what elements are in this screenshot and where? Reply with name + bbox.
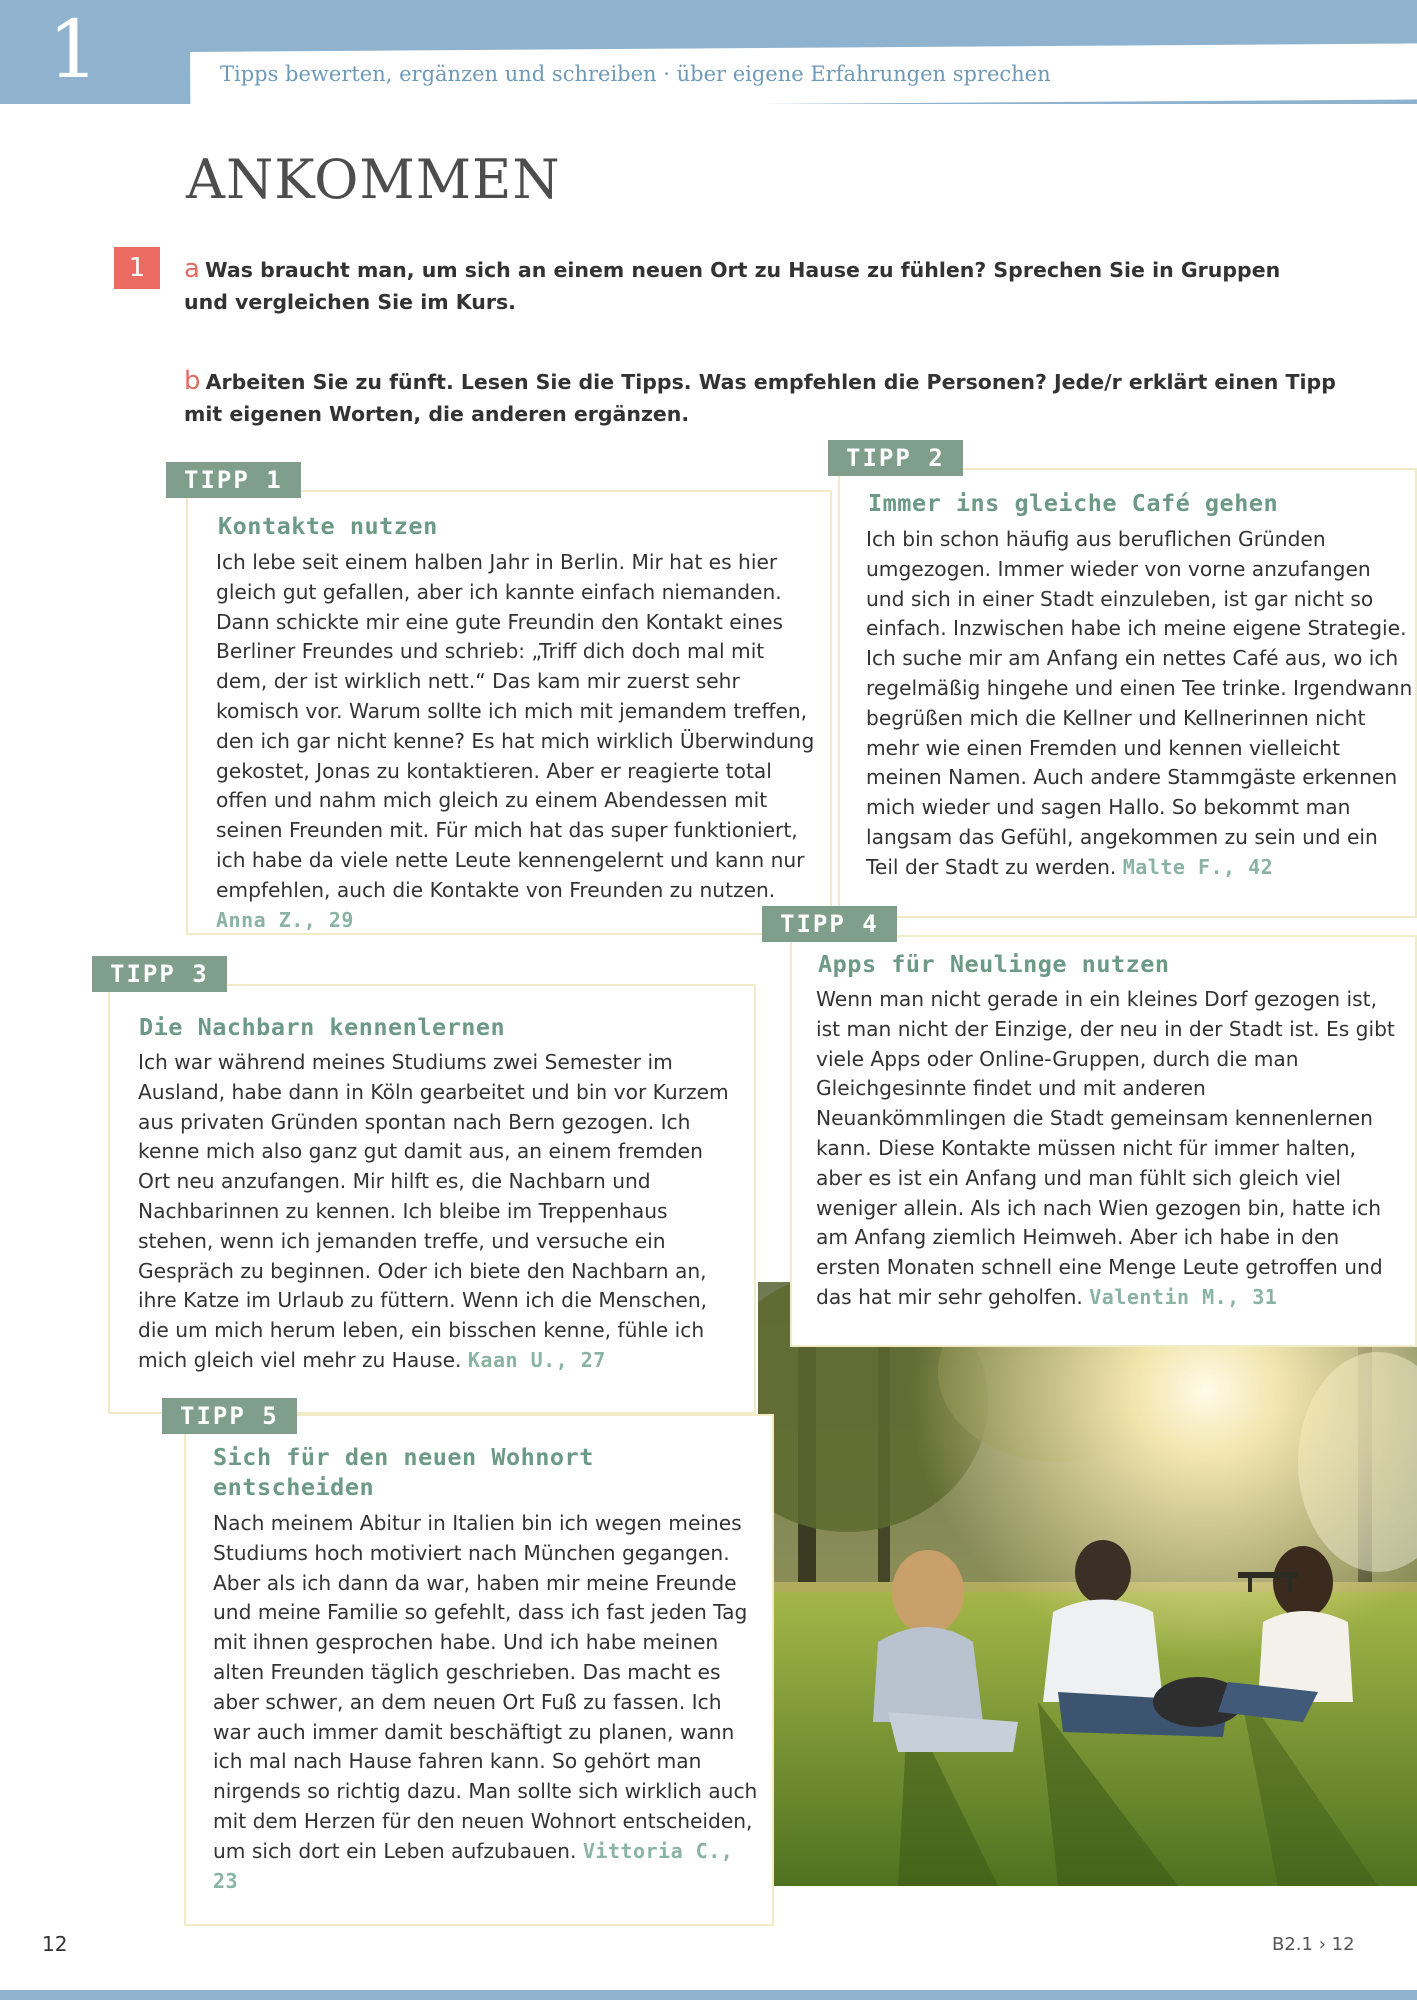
tip-text-4: Wenn man nicht gerade in ein kleines Dorf gezogen ist, ist man nicht der Einzige, der neu in der Stadt ist. Es gibt viele Apps oder Online-Gruppen, durch die man Gleichgesinnte findet und mit anderen Neuankömmlingen die Stadt gemeinsam kennenlernen kann. Diese Kontakte müssen nicht für immer halten, aber es ist ein Anfang und man fühlt sich gleich viel weniger allein. Als ich nach Wien gezogen bin, hatte ich am Anfang ziemlich Heimweh. Aber ich habe in den ersten Monaten schnell eine Menge Leute getroffen und das hat mir sehr geholfen. bbox=[816, 987, 1395, 1309]
tip-tag-2: TIPP 2 bbox=[828, 440, 963, 476]
task-number-badge: 1 bbox=[114, 247, 160, 289]
level-reference: B2.1 › 12 bbox=[1272, 1934, 1355, 1955]
page-title: ANKOMMEN bbox=[186, 148, 561, 211]
tip-body-5 bbox=[213, 1509, 761, 1896]
tip-author-5: Vittoria C., 23 bbox=[213, 1838, 734, 1893]
tip-body-1 bbox=[216, 548, 816, 935]
tip-body-4 bbox=[816, 985, 1396, 1313]
tip-heading-2: Immer ins gleiche Café gehen bbox=[868, 489, 1279, 517]
tip-text-3: Ich war während meines Studiums zwei Semester im Ausland, habe dann in Köln gearbeitet und bin vor Kurzem aus privaten Gründen spontan nach Bern gezogen. Ich kenne mich also ganz gut damit aus, an einem fremden Ort neu anzufangen. Mir hilft es, die Nachbarn und Nachbarinnen zu kennen. Ich bleibe im Treppenhaus stehen, wenn ich jemanden treffe, und versuche ein Gespräch zu beginnen. Oder ich biete den Nachbarn an, ihre Katze im Urlaub zu füttern. Wenn ich die Menschen, die um mich herum leben, ein bisschen kenne, fühle ich mich gleich viel mehr zu Hause. bbox=[138, 1050, 729, 1372]
tip-tag-5: TIPP 5 bbox=[162, 1398, 297, 1434]
tip-body-3 bbox=[138, 1048, 738, 1376]
task-a-letter: a bbox=[184, 254, 200, 284]
tip-author-3: Kaan U., 27 bbox=[467, 1347, 606, 1372]
task-a-text: Was braucht man, um sich an einem neuen Ort zu Hause zu fühlen? Sprechen Sie in Gruppen und vergleichen Sie im Kurs. bbox=[184, 258, 1281, 314]
tip-text-5: Nach meinem Abitur in Italien bin ich wegen meines Studiums hoch motiviert nach München gegangen. Aber als ich dann da war, haben mir meine Freunde und meine Familie so gefehlt, dass ich fast jeden Tag mit ihnen gesprochen habe. Und ich habe meinen alten Freunden täglich geschrieben. Das macht es aber schwer, an dem neuen Ort Fuß zu fassen. Ich war auch immer damit beschäftigt zu planen, wann ich mal nach Hause fahren kann. So gehört man nirgends so richtig dazu. Man sollte sich wirklich auch mit dem Herzen für den neuen Wohnort entscheiden, um sich dort ein Leben aufzubauen. bbox=[213, 1511, 758, 1863]
tip-heading-1: Kontakte nutzen bbox=[218, 512, 438, 540]
tip-tag-4: TIPP 4 bbox=[762, 906, 897, 942]
tip-heading-3: Die Nachbarn kennenlernen bbox=[139, 1013, 506, 1041]
tip-author-1: Anna Z., 29 bbox=[216, 907, 354, 932]
tip-tag-1: TIPP 1 bbox=[166, 462, 301, 498]
tip-author-2: Malte F., 42 bbox=[1122, 854, 1274, 879]
tip-text-1: Ich lebe seit einem halben Jahr in Berlin. Mir hat es hier gleich gut gefallen, aber ich kannte einfach niemanden. Dann schickte mir eine gute Freundin den Kontakt eines Berliner Freundes und schrieb: „Triff dich doch mal mit dem, der ist wirklich nett.“ Das kam mir zuerst sehr komisch vor. Warum sollte ich mich mit jemandem treffen, den ich gar nicht kenne? Es hat mich wirklich Überwindung gekostet, Jonas zu kontaktieren. Aber er reagierte total offen und nahm mich gleich zu einem Abendessen mit seinen Freunden mit. Für mich hat das super funktioniert, ich habe da viele nette Leute kennengelernt und kann nur empfehlen, auch die Kontakte von Freunden zu nutzen. bbox=[216, 550, 815, 902]
task-a bbox=[184, 254, 1304, 318]
tip-text-2: Ich bin schon häufig aus beruflichen Gründen umgezogen. Immer wieder von vorne anzufangen und sich in einer Stadt einzuleben, ist gar nicht so einfach. Inzwischen habe ich meine eigene Strategie. Ich suche mir am Anfang ein nettes Café aus, wo ich regelmäßig hingehe und einen Tee trinke. Irgendwann begrüßen mich die Kellner und Kellnerinnen nicht mehr wie einen Fremden und kennen vielleicht meinen Namen. Auch andere Stammgäste erkennen mich wieder und sagen Hallo. So bekommt man langsam das Gefühl, angekommen zu sein und ein Teil der Stadt zu werden. bbox=[866, 527, 1413, 879]
photo-friends-in-park bbox=[758, 1282, 1417, 1886]
task-b-text: Arbeiten Sie zu fünft. Lesen Sie die Tipps. Was empfehlen die Personen? Jede/r erklärt einen Tipp mit eigenen Worten, die anderen ergänzen. bbox=[184, 370, 1336, 426]
tip-body-2 bbox=[866, 525, 1414, 883]
tip-heading-5: Sich für den neuen Wohnort entscheiden bbox=[213, 1443, 594, 1501]
tip-tag-3: TIPP 3 bbox=[92, 956, 227, 992]
tip-heading-4: Apps für Neulinge nutzen bbox=[818, 950, 1170, 978]
tip-author-4: Valentin M., 31 bbox=[1089, 1284, 1278, 1309]
footer-band bbox=[0, 1990, 1417, 2000]
chapter-subtitle: Tipps bewerten, ergänzen und schreiben · über eigene Erfahrungen sprechen bbox=[220, 62, 1051, 86]
task-b bbox=[184, 366, 1374, 430]
page-number: 12 bbox=[42, 1932, 68, 1956]
chapter-number: 1 bbox=[48, 3, 99, 96]
task-b-letter: b bbox=[184, 366, 201, 396]
